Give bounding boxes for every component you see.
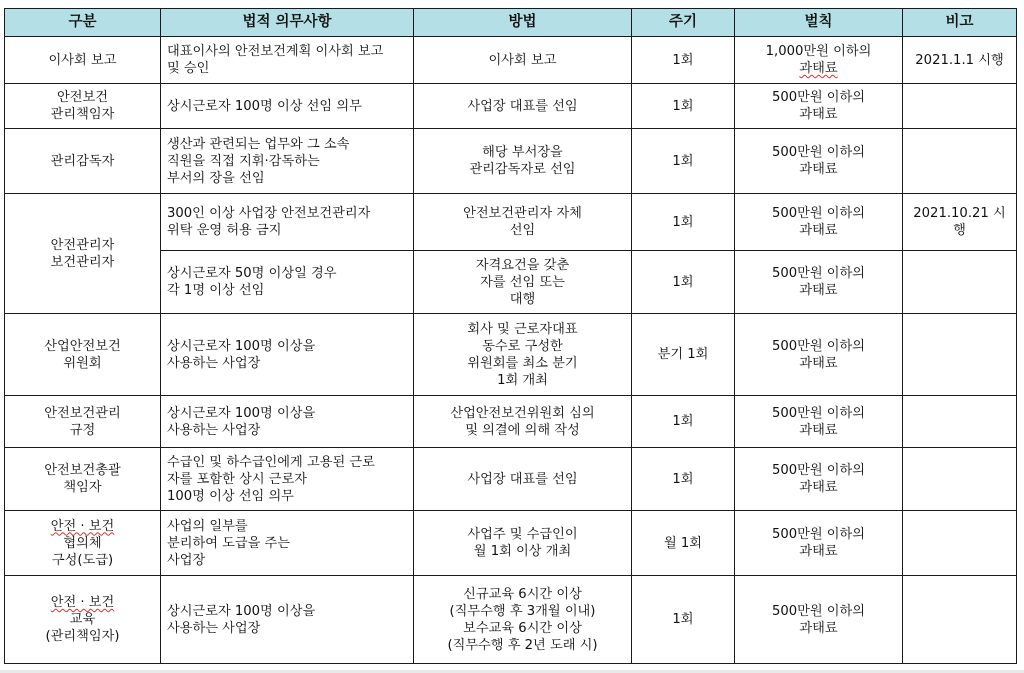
method-text: (직무수행 후 3개월 이내) xyxy=(449,603,596,619)
category-text: 관리책임자 xyxy=(50,107,115,122)
method-cell xyxy=(414,396,632,448)
table-row xyxy=(5,129,1017,194)
header-method: 방법 xyxy=(414,9,632,37)
penalty-cell xyxy=(735,576,903,664)
method-text: 해당 부서장을 xyxy=(482,145,563,160)
duty-text: 사업의 일부를 xyxy=(167,518,248,534)
penalty-text: 500만원 이하의 xyxy=(771,463,866,478)
category-text: 안전관리자 xyxy=(50,237,115,253)
note-cell xyxy=(903,251,1017,314)
legal-obligations-table xyxy=(4,8,1017,664)
cycle-cell: 분기 1회 xyxy=(632,314,735,396)
duty-text: 상시근로자 100명 이상을 xyxy=(167,603,316,619)
table-row xyxy=(5,396,1017,448)
note-cell xyxy=(903,396,1017,448)
method-cell xyxy=(414,194,632,251)
method-text: 신규교육 6시간 이상 xyxy=(463,586,582,602)
penalty-cell xyxy=(735,37,903,84)
table-row xyxy=(5,448,1017,511)
note-cell xyxy=(903,37,1017,84)
penalty-text: 500만원 이하의 xyxy=(771,90,866,105)
duty-text: 상시근로자 100명 이상을 xyxy=(167,405,316,421)
duty-cell xyxy=(161,448,414,511)
category-text: 산업안전보건 xyxy=(44,338,121,354)
method-text: 보수교육 6시간 이상 xyxy=(463,620,582,636)
category-text: 보건관리자 xyxy=(50,254,115,270)
duty-cell xyxy=(161,194,414,251)
category-text: 안전 · 보건 xyxy=(50,595,115,610)
method-cell xyxy=(414,576,632,664)
duty-text: 상시근로자 100명 이상 선임 의무 xyxy=(167,98,362,114)
header-row xyxy=(5,9,1017,37)
category-cell xyxy=(5,511,161,576)
method-text: 선임 xyxy=(509,223,536,238)
category-text: 책임자 xyxy=(63,480,102,495)
method-text: (직무수행 후 2년 도래 시) xyxy=(447,637,598,653)
header-duty: 법적 의무사항 xyxy=(161,9,414,37)
duty-text: 자를 포함한 상시 근로자 xyxy=(167,471,307,487)
header-note: 비고 xyxy=(903,9,1017,37)
cycle-cell: 1회 xyxy=(632,576,735,664)
penalty-text: 과태료 xyxy=(799,162,838,177)
note-cell xyxy=(903,511,1017,576)
category-text: 위원회 xyxy=(63,355,102,371)
category-cell xyxy=(5,314,161,396)
duty-text: 사용하는 사업장 xyxy=(167,422,261,438)
category-cell xyxy=(5,448,161,511)
category-text: 이사회 보고 xyxy=(48,52,117,68)
penalty-text: 과태료 xyxy=(799,620,838,636)
method-text: 사업주 및 수급인이 xyxy=(467,527,578,542)
method-cell xyxy=(414,314,632,396)
duty-text: 생산과 관련되는 업무와 그 소속 xyxy=(167,136,350,152)
cycle-cell: 1회 xyxy=(632,84,735,129)
header-category: 구분 xyxy=(5,9,161,37)
penalty-text: 과태료 xyxy=(799,544,838,559)
penalty-cell xyxy=(735,194,903,251)
duty-text: 사용하는 사업장 xyxy=(167,355,261,371)
penalty-text: 과태료 xyxy=(799,107,838,122)
category-text: 교육 xyxy=(69,612,96,627)
table-row xyxy=(5,314,1017,396)
category-cell xyxy=(5,84,161,129)
penalty-cell xyxy=(735,314,903,396)
method-cell xyxy=(414,84,632,129)
duty-cell xyxy=(161,84,414,129)
duty-text: 및 승인 xyxy=(167,61,210,76)
penalty-text: 과태료 xyxy=(799,283,838,298)
table-row xyxy=(5,84,1017,129)
cycle-cell: 1회 xyxy=(632,37,735,84)
category-cell xyxy=(5,576,161,664)
method-text: 회사 및 근로자대표 xyxy=(467,321,578,337)
penalty-text: 500만원 이하의 xyxy=(771,266,866,281)
penalty-text: 500만원 이하의 xyxy=(771,338,866,354)
duty-text: 위탁 운영 허용 금지 xyxy=(167,223,282,238)
category-text: (관리책임자) xyxy=(45,629,120,644)
category-text: 관리감독자 xyxy=(50,153,115,169)
category-text: 협의체 xyxy=(63,535,102,551)
duty-cell xyxy=(161,251,414,314)
category-cell xyxy=(5,129,161,194)
duty-text: 100명 이상 선임 의무 xyxy=(167,488,294,504)
duty-text: 상시근로자 50명 이상일 경우 xyxy=(167,266,337,281)
note-cell xyxy=(903,84,1017,129)
category-text: 안전보건총괄 xyxy=(44,463,121,478)
method-cell xyxy=(414,448,632,511)
note-text: 2021.10.21 시 xyxy=(913,206,1006,221)
category-cell xyxy=(5,396,161,448)
method-text: 동수로 구성한 xyxy=(482,338,563,354)
cycle-cell: 1회 xyxy=(632,129,735,194)
header-penalty: 벌칙 xyxy=(735,9,903,37)
note-text: 2021.1.1 시행 xyxy=(915,52,1004,68)
cycle-cell: 1회 xyxy=(632,448,735,511)
cycle-cell: 1회 xyxy=(632,194,735,251)
method-text: 1회 개최 xyxy=(497,372,548,388)
duty-cell xyxy=(161,576,414,664)
note-cell xyxy=(903,194,1017,251)
header-cycle: 주기 xyxy=(632,9,735,37)
note-cell xyxy=(903,129,1017,194)
method-cell xyxy=(414,511,632,576)
method-text: 산업안전보건위원회 심의 xyxy=(450,405,595,421)
penalty-text: 500만원 이하의 xyxy=(771,603,866,619)
method-text: 및 의결에 의해 작성 xyxy=(465,422,580,438)
category-text: 안전보건 xyxy=(57,90,108,105)
method-text: 관리감독자로 선임 xyxy=(469,162,576,177)
note-cell xyxy=(903,576,1017,664)
cycle-cell: 1회 xyxy=(632,396,735,448)
penalty-cell xyxy=(735,84,903,129)
category-text: 규정 xyxy=(69,422,96,438)
penalty-text: 500만원 이하의 xyxy=(771,206,866,221)
method-text: 이사회 보고 xyxy=(488,52,557,68)
duty-text: 대표이사의 안전보건계획 이사회 보고 xyxy=(167,44,384,59)
penalty-text: 1,000만원 이하의 xyxy=(765,44,872,59)
note-cell xyxy=(903,314,1017,396)
table-row xyxy=(5,576,1017,664)
penalty-text: 500만원 이하의 xyxy=(771,405,866,421)
category-cell xyxy=(5,37,161,84)
penalty-text: 과태료 xyxy=(799,61,838,76)
method-text: 자격요건을 갖춘 xyxy=(475,257,570,273)
duty-text: 직원을 직접 지휘·감독하는 xyxy=(167,153,320,169)
method-text: 위원회를 최소 분기 xyxy=(467,355,578,371)
penalty-text: 과태료 xyxy=(799,355,838,371)
table-row xyxy=(5,37,1017,84)
table-row xyxy=(5,511,1017,576)
method-text: 사업장 대표를 선임 xyxy=(467,98,578,114)
method-cell xyxy=(414,251,632,314)
penalty-text: 과태료 xyxy=(799,480,838,495)
method-text: 월 1회 이상 개최 xyxy=(473,544,572,559)
duty-text: 사업장 xyxy=(167,552,206,568)
duty-cell xyxy=(161,129,414,194)
method-cell xyxy=(414,37,632,84)
table-row xyxy=(5,194,1017,251)
note-text: 행 xyxy=(953,223,966,238)
penalty-cell xyxy=(735,129,903,194)
duty-text: 수급인 및 하수급인에게 고용된 근로 xyxy=(167,454,375,470)
method-cell xyxy=(414,129,632,194)
penalty-text: 500만원 이하의 xyxy=(771,527,866,542)
duty-cell xyxy=(161,314,414,396)
duty-text: 분리하여 도급을 주는 xyxy=(167,535,291,551)
penalty-cell xyxy=(735,396,903,448)
penalty-cell xyxy=(735,511,903,576)
duty-text: 300인 이상 사업장 안전보건관리자 xyxy=(167,206,371,221)
penalty-text: 500만원 이하의 xyxy=(771,145,866,160)
duty-cell xyxy=(161,511,414,576)
duty-text: 사용하는 사업장 xyxy=(167,620,261,636)
note-cell xyxy=(903,448,1017,511)
category-text: 구성(도급) xyxy=(51,552,114,568)
cycle-cell: 월 1회 xyxy=(632,511,735,576)
method-text: 안전보건관리자 자체 xyxy=(463,206,582,221)
category-text: 안전보건관리 xyxy=(44,405,121,421)
penalty-cell xyxy=(735,251,903,314)
duty-text: 각 1명 이상 선임 xyxy=(167,283,265,298)
method-text: 대행 xyxy=(509,291,536,307)
cycle-cell: 1회 xyxy=(632,251,735,314)
duty-text: 부서의 장을 선임 xyxy=(167,170,265,186)
duty-cell xyxy=(161,37,414,84)
method-text: 자를 선임 또는 xyxy=(480,274,565,290)
duty-cell xyxy=(161,396,414,448)
duty-text: 상시근로자 100명 이상을 xyxy=(167,338,316,354)
category-cell xyxy=(5,194,161,314)
method-text: 사업장 대표를 선임 xyxy=(467,471,578,487)
penalty-text: 과태료 xyxy=(799,223,838,238)
penalty-text: 과태료 xyxy=(799,422,838,438)
category-text: 안전 · 보건 xyxy=(50,518,115,534)
penalty-cell xyxy=(735,448,903,511)
